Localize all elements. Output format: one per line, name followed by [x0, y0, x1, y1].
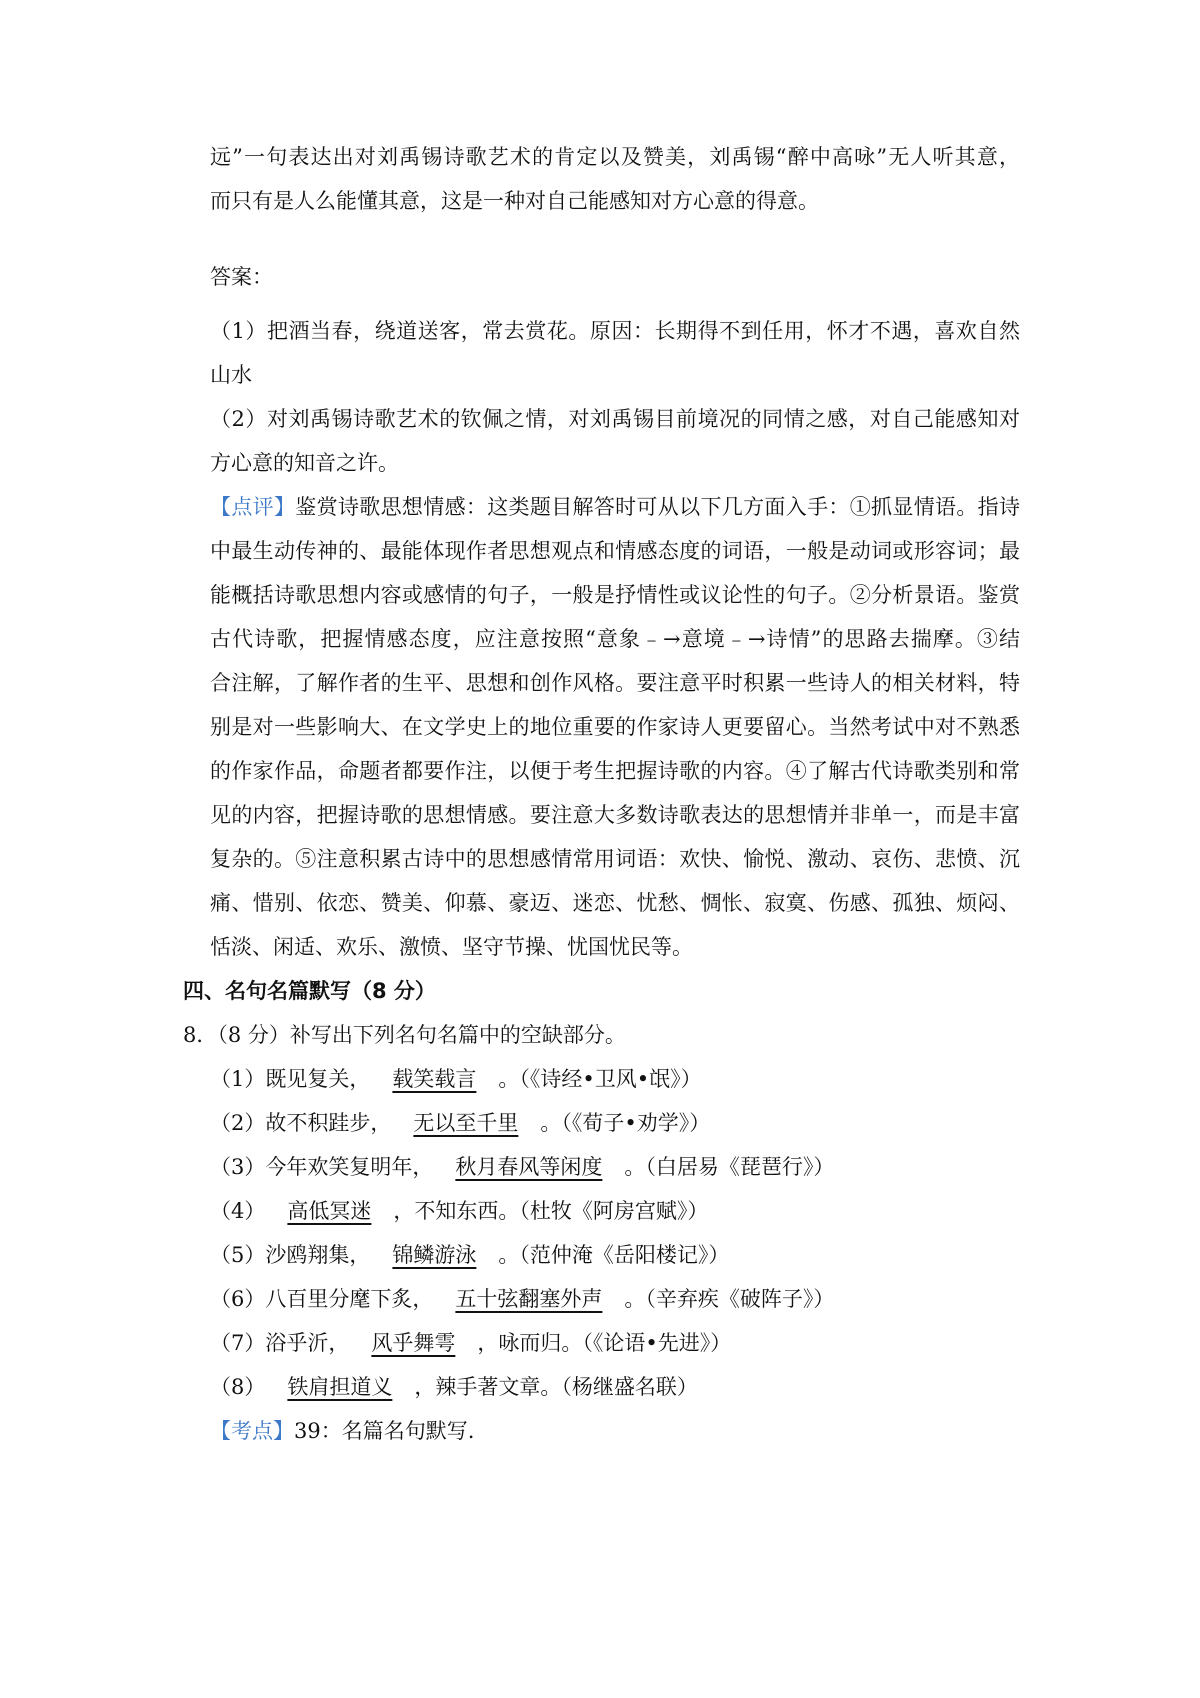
blank-item-7: （7）浴乎沂， 风乎舞雩 ，咏而归。（《论语•先进》） [210, 1331, 732, 1355]
answer-blank: 秋月春风等闲度 [455, 1155, 603, 1179]
kaodian-tag: 【考点】 [210, 1419, 294, 1443]
blank-item-4: （4） 高低冥迷 ，不知东西。（杜牧《阿房宫赋》） [210, 1199, 709, 1223]
answer-blank: 无以至千里 [413, 1111, 519, 1135]
comment-line-7: 的作家作品，命题者都要作注，以便于考生把握诗歌的内容。④了解古代诗歌类别和常 [210, 759, 1020, 783]
answer-2-line-2: 方心意的知音之许。 [210, 451, 399, 475]
answer-blank: 载笑载言 [392, 1067, 477, 1091]
comment-line-5: 合注解，了解作者的生平、思想和创作风格。要注意平时积累一些诗人的相关材料，特 [210, 671, 1020, 695]
comment-line-6: 别是对一些影响大、在文学史上的地位重要的作家诗人更要留心。当然考试中对不熟悉 [210, 715, 1020, 739]
blank-item-1: （1）既见复关， 载笑载言 。（《诗经•卫风•氓》） [210, 1067, 702, 1091]
kaodian-text: 39：名篇名句默写. [294, 1419, 475, 1443]
answer-blank: 铁肩担道义 [287, 1375, 393, 1399]
answer-label: 答案： [210, 265, 273, 289]
comment-line-4: 古代诗歌，把握情感态度，应注意按照“意象﹣→意境﹣→诗情”的思路去揣摩。③结 [210, 627, 1020, 651]
comment-line-1 [210, 492, 1020, 522]
answer-blank: 高低冥迷 [287, 1199, 372, 1223]
comment-line-8: 见的内容，把握诗歌的思想情感。要注意大多数诗歌表达的思想情并非单一，而是丰富 [210, 803, 1020, 827]
intro-line-1: 远”一句表达出对刘禹锡诗歌艺术的肯定以及赞美，刘禹锡“醉中高咏”无人听其意， [210, 145, 1020, 169]
section-heading: 四、名句名篇默写（8 分） [183, 979, 436, 1003]
answer-1-line-2: 山水 [210, 363, 252, 387]
blank-item-8: （8） 铁肩担道义 ，辣手著文章。（杨继盛名联） [210, 1375, 698, 1399]
answer-1-line-1: （1）把酒当春，绕道送客，常去赏花。原因：长期得不到任用，怀才不遇，喜欢自然 [210, 319, 1020, 343]
comment-line-10: 痛、惜别、依恋、赞美、仰慕、豪迈、迷恋、忧愁、惆怅、寂寞、伤感、孤独、烦闷、 [210, 891, 1020, 915]
blank-item-2: （2）故不积跬步， 无以至千里 。（《荀子•劝学》） [210, 1111, 711, 1135]
blank-item-3: （3）今年欢笑复明年， 秋月春风等闲度 。（白居易《琵琶行》） [210, 1155, 835, 1179]
answer-2-line-1: （2）对刘禹锡诗歌艺术的钦佩之情，对刘禹锡目前境况的同情之感，对自己能感知对 [210, 407, 1020, 431]
comment-line-3: 能概括诗歌思想内容或感情的句子，一般是抒情性或议论性的句子。②分析景语。鉴赏 [210, 583, 1020, 607]
answer-blank: 五十弦翻塞外声 [455, 1287, 603, 1311]
kaodian-line [210, 1416, 474, 1446]
blank-item-6: （6）八百里分麾下炙， 五十弦翻塞外声 。（辛弃疾《破阵子》） [210, 1287, 835, 1311]
comment-line-9: 复杂的。⑤注意积累古诗中的思想感情常用词语：欢快、愉悦、激动、哀伤、悲愤、沉 [210, 847, 1020, 871]
comment-line-1-text: 鉴赏诗歌思想情感：这类题目解答时可从以下几方面入手：①抓显情语。指诗 [295, 495, 1020, 519]
answer-blank: 锦鳞游泳 [392, 1243, 477, 1267]
blank-item-5: （5）沙鸥翔集， 锦鳞游泳 。（范仲淹《岳阳楼记》） [210, 1243, 730, 1267]
answer-blank: 风乎舞雩 [371, 1331, 456, 1355]
intro-line-2: 而只有是人么能懂其意，这是一种对自己能感知对方心意的得意。 [210, 189, 819, 213]
comment-line-11: 恬淡、闲适、欢乐、激愤、坚守节操、忧国忧民等。 [210, 935, 693, 959]
comment-tag: 【点评】 [210, 495, 296, 519]
question-stem: 8．（8 分）补写出下列名句名篇中的空缺部分。 [183, 1023, 626, 1047]
comment-line-2: 中最生动传神的、最能体现作者思想观点和情感态度的词语，一般是动词或形容词；最 [210, 539, 1020, 563]
